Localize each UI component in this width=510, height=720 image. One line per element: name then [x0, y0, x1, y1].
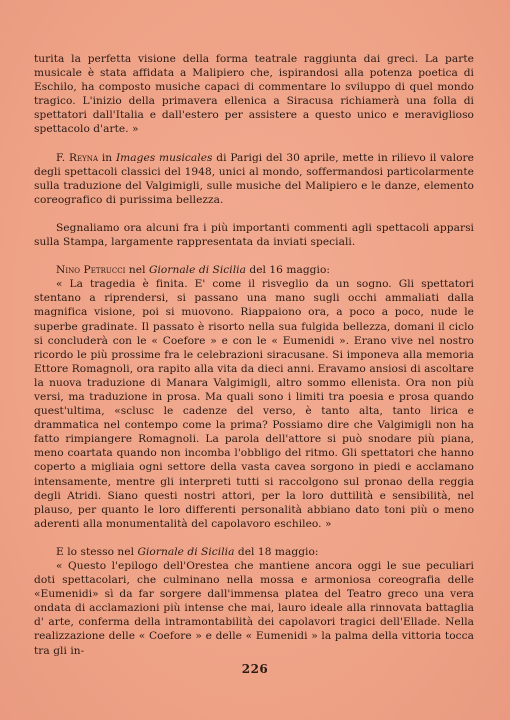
quote-petrucci: « La tragedia è finita. E' come il risveglio da un sogno. Gli spettatori stentano a riprendersi, si passano una mano sugli occhi ammaliati dalla magnifica visione, poi si muovono. Riappaiono ora, a poco a poco, nude le superbe gradinate. Il passato è risorto nella sua fulgida bellezza, domani il ciclo si concluderà con le « Coefore » e con le « Eumenidi ». Erano vive nel nostro ricordo le più prossime fra le celebrazioni siracusane. Si imponeva alla memoria Ettore Romagnoli, ora rapito alla vita da dieci anni. Eravamo ansiosi di ascoltare la nuova traduzione di Manara Valgimigli, altro sommo ellenista. Ora non più versi, ma traduzione in prosa. Ma quali sono i limiti tra poesia e prosa quando quest'ultima, «sclusc le cadenze del verso, è tanto alta, tanto lirica e drammatica nel contempo come la prima? Possiamo dire che Valgimigli non ha fatto rimpiangere Romagnoli. La parola dell'attore si può snodare più piana, meno coartata quando non incomba l'obbligo del ritmo. Gli spettatori che hanno coperto a migliaia ogni settore della vasta cavea sorgono in piedi e acclamano intensamente, mentre gli interpreti tutti si raccolgono sul pronao della reggia degli Atridi. Siano questi nostri attori, per la loro duttilità e sensibilità, nel plauso, per quanto le loro differenti personalità abbiano dato toni più o meno aderenti alla monumentalità del capolavoro eschileo. »	[34, 278, 474, 530]
connector-text: E lo stesso nel	[56, 545, 138, 558]
page-number: 226	[241, 662, 269, 676]
author-reyna: F. Reyna	[56, 151, 99, 164]
connector-text: nel	[125, 264, 149, 277]
journal-giornale-di-sicilia: Giornale di Sicilia	[148, 264, 246, 277]
citation-petrucci	[34, 263, 474, 277]
paragraph-reyna-body: di Parigi del 30 aprile, mette in rilievo il valore degli spettacoli classici del 1948, unici al mondo, soffermandosi particolarmente sulla traduzione del Valgimigli, sulle musiche del Malipiero e le danze, elemento coreografico di purissima bellezza.	[34, 151, 474, 206]
citation-date: del 18 maggio:	[234, 545, 319, 558]
citation-18-maggio	[34, 545, 474, 559]
journal-images-musicales: Images musicales	[115, 151, 213, 164]
citation-date: del 16 maggio:	[245, 264, 330, 277]
author-petrucci: Nino Petrucci	[56, 264, 126, 277]
journal-giornale-di-sicilia: Giornale di Sicilia	[137, 545, 235, 558]
paragraph-reyna	[34, 151, 474, 207]
connector-text: in	[98, 151, 116, 164]
paragraph-siracusa-intro: turita la perfetta visione della forma teatrale raggiunta dai greci. La parte musicale è stata affidata a Malipiero che, ispirandosi alla potenza poetica di Eschilo, ha composto musiche capaci di commentare lo sviluppo di quel mondo tragico. L'inizio della primavera ellenica a Siracusa richiamerà una folla di spettatori dall'Italia e dall'estero per assistere a questo unico e meraviglioso spettacolo d'arte. »	[34, 53, 474, 136]
paragraph-stampa: Segnaliamo ora alcuni fra i più importanti commenti agli spettacoli apparsi sulla Stampa, largamente rappresentata da inviati speciali.	[34, 221, 474, 249]
quote-18-maggio: « Questo l'epilogo dell'Orestea che mantiene ancora oggi le sue peculiari doti spettacolari, che culminano nella mossa e armoniosa coreografia delle «Eumenidi» sì da far sorgere dall'immensa platea del Teatro greco una vera ondata di acclamazioni più intense che mai, lauro ideale alla rinnovata battaglia d' arte, conferma della intramontabilità dei capolavori tragici dell'Ellade. Nella realizzazione delle « Coefore » e delle « Eumenidi » la palma della vittoria tocca tra gli in-	[34, 560, 474, 657]
